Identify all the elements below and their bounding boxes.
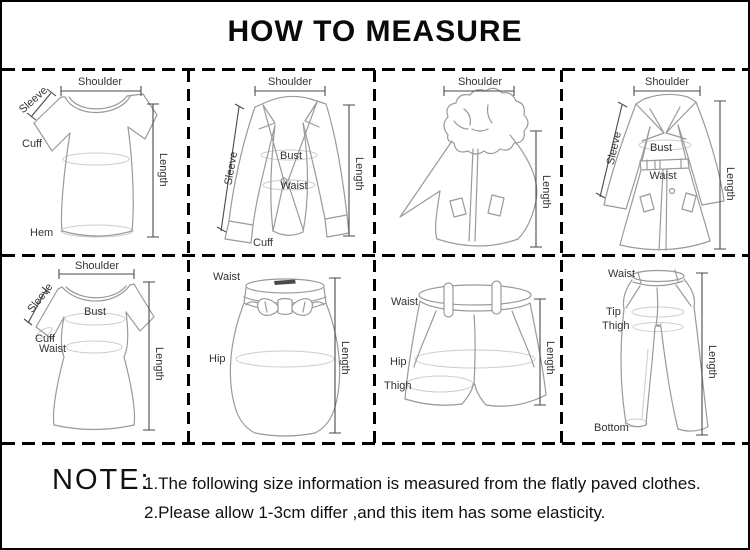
note-line-1: 1.The following size information is measured from the flatly paved clothes. — [144, 474, 701, 493]
trench-button — [670, 189, 675, 194]
label-cuff: Cuff — [35, 333, 55, 345]
blazer-drawing — [189, 71, 371, 254]
label-sleeve: Sleeve — [222, 150, 241, 187]
panel-fur-cape — [376, 71, 558, 254]
pants-outline — [621, 270, 708, 431]
label-bottom: Bottom — [594, 422, 629, 434]
label-shoulder: Shoulder — [77, 76, 123, 88]
note-line-2: 2.Please allow 1-3cm differ ,and this item has some elasticity. — [144, 503, 606, 522]
skirt-waist-slit — [274, 280, 296, 286]
cape-pockets — [450, 195, 504, 217]
label-hip: Hip — [209, 353, 226, 365]
label-tip: Tip — [606, 306, 621, 318]
pants-guide-ellipses — [625, 307, 684, 427]
label-length: Length — [706, 345, 718, 379]
shorts-belt-loops — [444, 281, 501, 317]
label-waist: Waist — [280, 180, 308, 192]
label-bust: Bust — [83, 306, 107, 318]
label-sleeve: Sleeve — [604, 130, 624, 167]
label-shoulder: Shoulder — [74, 260, 120, 272]
label-shoulder: Shoulder — [267, 76, 313, 88]
panel-blazer — [189, 71, 371, 254]
label-waist: Waist — [39, 343, 67, 355]
note-heading: NOTE: — [52, 464, 151, 496]
panel-trench-coat — [562, 71, 744, 254]
label-length: Length — [339, 341, 351, 375]
label-length: Length — [544, 341, 556, 375]
label-sleeve: Sleeve — [16, 84, 51, 116]
trench-drawing — [562, 71, 744, 254]
label-hem: Hem — [30, 227, 54, 239]
shorts-drawing — [376, 257, 558, 440]
label-length: Length — [353, 157, 365, 191]
shorts-outline — [405, 285, 546, 406]
label-length: Length — [153, 347, 165, 381]
label-shoulder: Shoulder — [644, 76, 690, 88]
panel-skirt — [189, 257, 371, 440]
shorts-guide-ellipses — [407, 350, 535, 392]
blazer-cuffs — [225, 215, 349, 243]
skirt-guide-ellipses — [236, 351, 334, 367]
label-length: Length — [724, 167, 736, 201]
blazer-outline — [229, 96, 347, 235]
trench-pockets — [640, 193, 696, 212]
label-hip: Hip — [390, 356, 407, 368]
label-cuff: Cuff — [253, 237, 273, 249]
panel-shorts — [376, 257, 558, 440]
page-title: HOW TO MEASURE — [227, 15, 523, 48]
label-thigh: Thigh — [384, 380, 412, 392]
label-waist: Waist — [649, 170, 677, 182]
panel-tshirt — [4, 71, 186, 254]
label-bust: Bust — [279, 150, 303, 162]
fur-cape-drawing — [376, 71, 558, 254]
tshirt-guide-ellipses — [61, 153, 133, 237]
cape-measure-lines — [444, 86, 542, 247]
panel-pants — [562, 257, 744, 440]
label-cuff: Cuff — [22, 138, 42, 150]
label-waist: Waist — [213, 271, 241, 283]
label-thigh: Thigh — [602, 320, 630, 332]
label-shoulder: Shoulder — [457, 76, 503, 88]
label-sleeve: Sleeve — [25, 281, 56, 316]
label-length: Length — [540, 175, 552, 209]
cape-fur-collar — [444, 88, 528, 154]
label-bust: Bust — [649, 142, 673, 154]
label-waist: Waist — [608, 268, 636, 280]
panel-dress — [4, 257, 186, 440]
label-length: Length — [157, 153, 169, 187]
label-waist: Waist — [391, 296, 419, 308]
trench-measure-lines — [596, 86, 726, 249]
